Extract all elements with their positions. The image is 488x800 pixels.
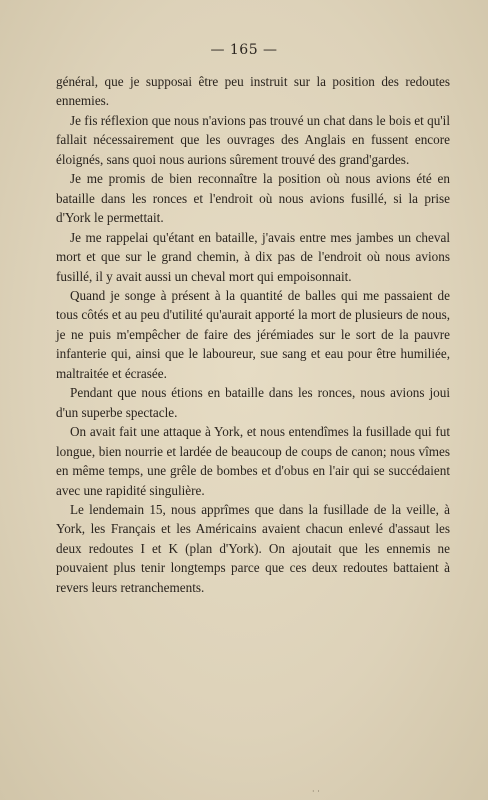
body-text (56, 72, 450, 597)
paragraph-1: général, que je supposai être peu instruit sur la position des redoutes ennemies. (56, 74, 450, 109)
paragraph-5: Quand je songe à présent à la quantité de balles qui me passaient de tous côtés et au peu d'utilité qu'aurait apporté la mort de plusieurs de nous, je ne puis m'empêcher de faire des jérémiades sur le sort de la pauvre infanterie qui, ainsi que le laboureur, sue sang et eau pour être humiliée, maltraitée et écrasée. (56, 287, 450, 381)
paragraph-4: Je me rappelai qu'étant en bataille, j'avais entre mes jambes un cheval mort et que sur le grand chemin, à dix pas de l'endroit où nous avions fusillé, il y avait aussi un cheval mort qui empoisonnait. (56, 229, 450, 284)
paragraph-8: Le lendemain 15, nous apprîmes que dans la fusillade de la veille, à York, les Français et les Américains avaient chacun enlevé d'assaut les deux redoutes I et K (plan d'York). On ajoutait que les ennemis ne pouvaient plus tenir longtemps parce que ces deux redoutes battaient à revers leurs retranchements. (56, 501, 450, 595)
paragraph-6: Pendant que nous étions en bataille dans les ronces, nous avions joui d'un superbe spectacle. (56, 385, 450, 420)
footer-marks: · · (312, 787, 320, 796)
paragraph-2: Je fis réflexion que nous n'avions pas trouvé un chat dans le bois et qu'il fallait nécessairement que les ouvrages des Anglais en fussent encore éloignés, sans quoi nous aurions sûrement trouvé des grand'gardes. (56, 112, 450, 167)
paragraph-7: On avait fait une attaque à York, et nous entendîmes la fusillade qui fut longue, bien nourrie et lardée de beaucoup de coups de canon; nous vîmes en même temps, une grêle de bombes et d'obus en l'air qui se succédaient avec une rapidité singulière. (56, 424, 450, 498)
paragraph-3: Je me promis de bien reconnaître la position où nous avions été en bataille dans les ronces et l'endroit où nous avions fusillé, si la prise d'York le permettait. (56, 171, 450, 226)
page-number: — 165 — (210, 42, 278, 58)
